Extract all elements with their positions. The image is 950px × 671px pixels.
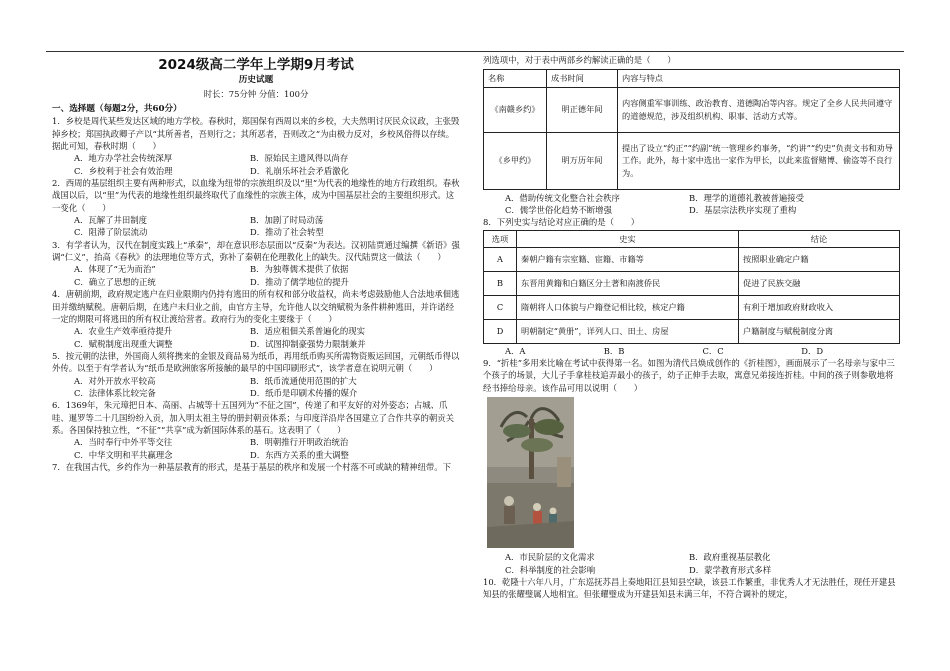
question-options <box>52 436 460 461</box>
question-stem: 7．在我国古代，乡约作为一种基层教育的形式，是基于基层的秩序和发展一个村落不可或缺的精神纽带。下 <box>52 461 451 472</box>
q9-stem: 9．“折桂”多用来比喻在考试中获得第一名。如图为清代吕焕成创作的《折桂图》，画面展示了一名母亲与家中三个孩子的场景，大儿子手拿桂枝追弄最小的孩子，幼子正伸手去取，寓意兄弟接连折桂。中间的孩子则参敬地将经书捧给母亲。该作品可用以说明（ ） <box>483 358 895 393</box>
question-item <box>52 288 460 350</box>
question-stem: 6．1369年，朱元璋把日本、高丽、占城等十五国列为“不征之国”，传递了和平友好的对外姿态；占城、爪哇、暹罗等二十几国纷纷入贡，加入明太祖主导的册封朝贡体系；与印度洋沿岸各国建立了合作共享的朝贡关系。各国保持独立性，“不征”“共享”成为新国际体系的基石。这表明了（ ） <box>52 400 454 435</box>
exam-meta: 时长：75分钟 分值：100分 <box>203 89 309 99</box>
q8-options <box>483 345 900 357</box>
table-cell: 促进了民族交融 <box>739 271 900 295</box>
table-cell: 提出了设立“约正”“约副”统一管理乡约事务，“约讲”“约史”负责文书和劝导工作。此外，每十家中选出一家作为甲长，以此来监督赌博、偷盗等不良行为。 <box>618 132 900 189</box>
table-cell: C <box>484 295 517 319</box>
table-cell: 秦朝户籍有宗室籍、宦籍、市籍等 <box>517 247 739 271</box>
question-options <box>52 375 460 400</box>
table-cell: 明万历年间 <box>547 132 618 189</box>
subject-title: 历史试题 <box>238 75 274 85</box>
table-cell: 隋朝将人口体貌与户籍登记相比较，核定户籍 <box>517 295 739 319</box>
option[interactable]: D．推动了儒学地位的提升 <box>250 276 349 287</box>
question-item <box>52 461 460 473</box>
option[interactable]: C．确立了思想的正统 <box>74 276 156 287</box>
question-item <box>52 239 460 288</box>
option[interactable]: A．对外开放水平较高 <box>74 375 156 386</box>
table-cell: 《乡甲约》 <box>484 132 547 189</box>
option[interactable]: A．体现了“无为而治” <box>74 264 156 275</box>
table-cell: A <box>484 247 517 271</box>
table-cell: 户籍制度与赋税制度分离 <box>739 319 900 343</box>
option[interactable]: D．东西方关系的重大调整 <box>250 449 349 460</box>
table-cell: B <box>484 271 517 295</box>
q8-stem: 8．下列史实与结论对应正确的是（ ） <box>483 217 640 228</box>
option[interactable]: D．礼崩乐坏社会矛盾激化 <box>250 165 349 176</box>
table-cell: 有利于增加政府财政收入 <box>739 295 900 319</box>
painting-zhegui-icon <box>487 397 574 548</box>
table-row <box>484 295 900 319</box>
option[interactable]: B．加剧了时局动荡 <box>250 215 324 226</box>
q7-table <box>483 69 900 189</box>
table-row <box>484 132 900 189</box>
option[interactable]: C．赋税制度出现重大调整 <box>74 338 173 349</box>
q8-table <box>483 230 900 344</box>
question-stem: 3．有学者认为，汉代在制度实践上“承秦”，却在意识形态层面以“反秦”为表达。汉初陆贾通过编撰《新语》强调“仁义”，抬高《春秋》的法理地位等方式，弥补了秦朝在伦理教化上的缺失。汉代陆贾这一做法（ ） <box>52 239 460 263</box>
option[interactable]: B．原始民主遗风得以尚存 <box>250 153 349 164</box>
painting-image <box>487 397 574 548</box>
question-stem: 2．西周的基层组织主要有两种形式，以血缘为纽带的宗族组织及以“里”为代表的地缘性的地方行政组织。春秋战国以后，以“里”为代表的地缘性组织最终取代了血缘性的宗族主体，成为中国基层社会的主要组织形式。这一变化（ ） <box>52 178 460 213</box>
table-row <box>484 271 900 295</box>
option[interactable]: A．当时奉行中外平等交往 <box>74 437 173 448</box>
option[interactable]: A．瓦解了井田制度 <box>74 215 148 226</box>
table-row <box>484 247 900 271</box>
question-stem: 4．唐朝前期，政府规定逃户在归业限期内仍持有逃田的所有权和部分收益权，尚未考虑鼓励他人合法地承佃逃田并缴纳赋税。唐朝后期，在逃户未归业之前，由官方主导，允许他人以交纳赋税为条件耕种逃田，并许诺经一定的期限可将逃田的所有权让渡给营者。政府行为的变化主要缘于（ ） <box>52 289 460 324</box>
table-row <box>484 87 900 132</box>
table-header: 名称 <box>484 70 547 87</box>
q7-continuation: 列选项中，对于表中两部乡约解读正确的是（ ） <box>483 55 676 65</box>
option[interactable]: B．理学的道德礼教被普遍接受 <box>689 192 805 203</box>
right-column <box>483 54 900 601</box>
q7-options <box>483 192 900 217</box>
table-cell: 明朝制定“黄册”，详列人口、田土、房屋 <box>517 319 739 343</box>
option[interactable]: D．推动了社会转型 <box>250 227 324 238</box>
question-stem: 5．按元朝的法律，外国商人须将携来的金银及商品易为纸币，再用纸币购买所需物资贩运回国，元朝纸币得以外传。以至于有学者认为“纸币是欧洲旅客所接触的最早的中国印刷形式”，该学者意在说明元朝（ ） <box>52 350 460 374</box>
question-item <box>52 115 460 177</box>
option[interactable]: B．政府重视基层教化 <box>689 552 771 563</box>
option[interactable]: B．纸币流通使用范围的扩大 <box>250 375 357 386</box>
option[interactable]: C．C <box>702 345 724 356</box>
option[interactable]: C．法律体系比较完备 <box>74 387 156 398</box>
table-row <box>484 319 900 343</box>
option[interactable]: B．明朝推行开明政治统治 <box>250 437 349 448</box>
option[interactable]: C．中华文明和平共赢理念 <box>74 449 173 460</box>
table-header: 选项 <box>484 230 517 247</box>
question-options <box>52 325 460 350</box>
header-rule <box>46 51 904 52</box>
table-header: 结论 <box>739 230 900 247</box>
table-cell: 按照职业确定户籍 <box>739 247 900 271</box>
option[interactable]: D．基层宗法秩序实现了重构 <box>689 204 797 215</box>
option[interactable]: A．农业生产效率亟待提升 <box>74 326 173 337</box>
option[interactable]: A．地方办学社会传统深厚 <box>74 153 173 164</box>
option[interactable]: A．市民阶层的文化需求 <box>505 552 595 563</box>
table-header: 成书时间 <box>547 70 618 87</box>
question-item <box>52 350 460 399</box>
option[interactable]: A．A <box>505 345 526 356</box>
question-options <box>52 263 460 288</box>
question-item <box>52 177 460 239</box>
option[interactable]: D．蒙学教育形式多样 <box>689 564 772 575</box>
question-options <box>52 214 460 239</box>
option[interactable]: B．适应租佃关系普遍化的现实 <box>250 326 366 337</box>
option[interactable]: B．B <box>603 345 625 356</box>
option[interactable]: C．儒学世俗化趋势不断增强 <box>505 204 612 215</box>
question-item <box>52 399 460 461</box>
option[interactable]: D．纸币是印刷术传播的媒介 <box>250 387 358 398</box>
q10-stem: 10．乾隆十六年八月，广东巡抚苏昌上奏地阳江县知县空缺，该县工作繁重，非优秀人才无法胜任，现任开建县知县的张耀璧属人地相宜。但张耀璧成为开建县知县未满三年，不符合调补的规定， <box>483 576 896 600</box>
table-header: 史实 <box>517 230 739 247</box>
option[interactable]: B．为独尊儒术提供了依据 <box>250 264 349 275</box>
option[interactable]: C．阻滞了阶层流动 <box>74 227 148 238</box>
table-cell: 东晋用黄籍和白籍区分土著和南渡侨民 <box>517 271 739 295</box>
question-list <box>52 115 460 473</box>
table-cell: 《南赣乡约》 <box>484 87 547 132</box>
option[interactable]: A．借助传统文化整合社会秩序 <box>505 192 620 203</box>
option[interactable]: D．D <box>801 345 824 356</box>
table-header: 内容与特点 <box>618 70 900 87</box>
exam-title: 2024级高二学年上学期9月考试 <box>158 57 354 73</box>
option[interactable]: D．试图抑制豪强势力限制兼并 <box>250 338 366 349</box>
table-cell: 内容侧重军事训练、政治教育、道德陶冶等内容。规定了全乡人民共同遵守的道德规范，涉及组织机构、职事、活动方式等。 <box>618 87 900 132</box>
question-options <box>52 152 460 177</box>
section-heading: 一、选择题（每题2分，共60分） <box>52 104 182 114</box>
q9-options <box>483 551 900 576</box>
question-stem: 1．乡校是周代某些发达区域的地方学校。春秋时，郑国保有西周以来的乡校，大夫然明讨厌民众议政，主张毁掉乡校；郑国执政卿子产以“其所善者，吾则行之；其所恶者，吾则改之”为由极力反对，乡校风俗得以存续。据此可知，春秋时期（ ） <box>52 116 460 152</box>
table-cell: D <box>484 319 517 343</box>
table-cell: 明正德年间 <box>547 87 618 132</box>
option[interactable]: C．科举制度的社会影响 <box>505 564 596 575</box>
left-column <box>52 56 460 473</box>
option[interactable]: C．乡校利于社会有效治理 <box>74 165 173 176</box>
